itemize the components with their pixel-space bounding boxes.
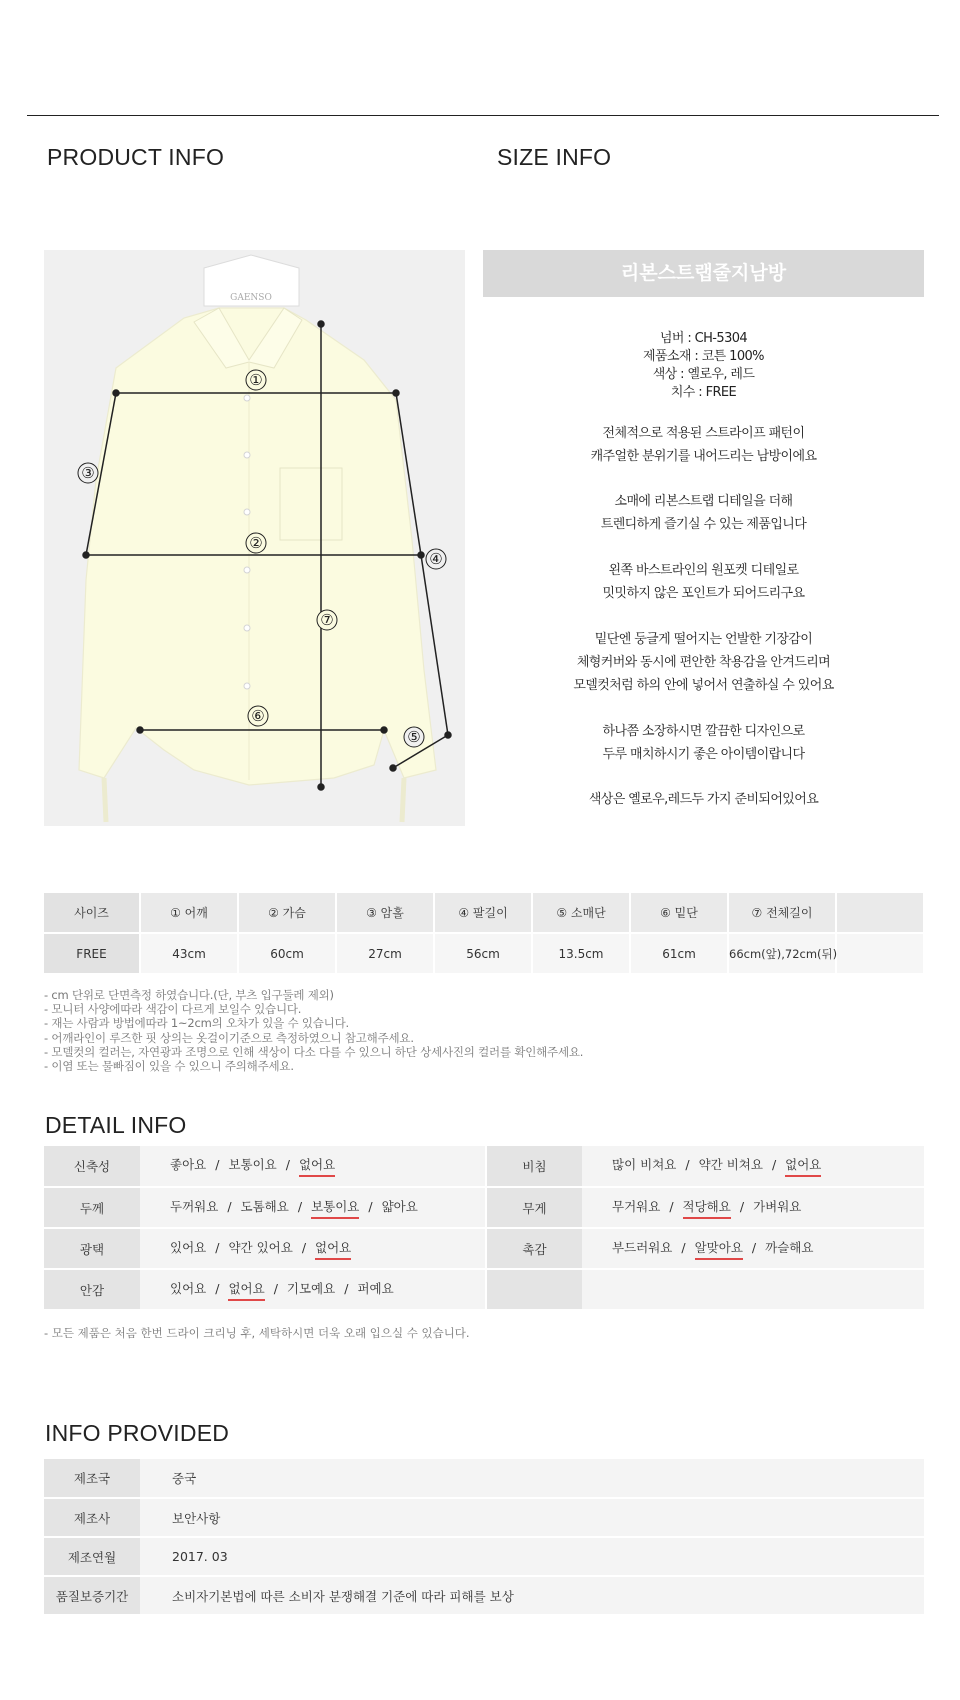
- marker-7: [317, 610, 337, 630]
- info-label: 제조연월: [44, 1537, 140, 1576]
- size-header-cell: ④ 팔길이: [434, 893, 532, 933]
- svg-text:③: ③: [81, 464, 95, 482]
- detail-option: 얇아요: [381, 1198, 418, 1214]
- detail-option-selected: 알맞아요: [695, 1238, 743, 1260]
- size-info-heading: SIZE INFO: [497, 144, 612, 170]
- product-info-heading: PRODUCT INFO: [47, 144, 225, 170]
- info-value: 보안사항: [140, 1498, 924, 1537]
- desc-paragraph: 왼쪽 바스트라인의 원포켓 디테일로 밋밋하지 않은 포인트가 되어드리구요: [602, 563, 805, 601]
- detail-table: [44, 1146, 924, 1311]
- option-separator: /: [285, 1157, 290, 1172]
- detail-option: 두꺼워요: [170, 1198, 219, 1214]
- option-separator: /: [215, 1157, 220, 1172]
- svg-text:②: ②: [249, 534, 263, 552]
- size-cell: 60cm: [238, 933, 336, 973]
- detail-options: [582, 1228, 924, 1269]
- svg-text:⑤: ⑤: [407, 728, 421, 746]
- product-photo: [44, 250, 465, 826]
- detail-option: 약간 비쳐요: [698, 1157, 763, 1172]
- size-header-cell: ③ 암홀: [336, 893, 434, 933]
- option-separator: /: [681, 1239, 686, 1255]
- svg-text:⑥: ⑥: [251, 707, 265, 725]
- option-separator: /: [751, 1239, 757, 1255]
- detail-option-selected: 없어요: [299, 1155, 335, 1177]
- option-separator: /: [215, 1239, 220, 1255]
- detail-options: [140, 1228, 486, 1269]
- size-table-row: [44, 933, 924, 973]
- detail-option: 까슬해요: [765, 1239, 814, 1255]
- detail-options: [582, 1187, 924, 1228]
- brand-tag: GAENSO: [230, 293, 272, 303]
- detail-options: [140, 1187, 486, 1228]
- spec-color: 색상 : 옐로우, 레드: [652, 367, 755, 382]
- marker-4: [426, 549, 446, 569]
- detail-label: 촉감: [486, 1228, 582, 1269]
- detail-option: 있어요: [170, 1239, 207, 1255]
- top-divider: [27, 115, 939, 116]
- size-cell: [836, 933, 924, 973]
- size-header-cell: ① 어깨: [140, 893, 238, 933]
- detail-label: 광택: [44, 1228, 140, 1269]
- detail-option-selected: 적당해요: [683, 1197, 731, 1219]
- detail-option: 많이 비쳐요: [612, 1157, 677, 1172]
- desc-paragraph: 밑단엔 둥글게 떨어지는 언발한 기장감이 체형커버와 동시에 편안한 착용감을 안겨드리며 모델컷처럼 하의 안에 넣어서 연출하실 수 있어요: [573, 632, 834, 693]
- marker-1: [246, 370, 266, 390]
- detail-options: [140, 1269, 486, 1310]
- detail-note: - 모든 제품은 처음 한번 드라이 크리닝 후, 세탁하시면 더욱 오래 입으실 수 있습니다.: [44, 1326, 470, 1340]
- svg-text:⑦: ⑦: [320, 611, 334, 629]
- spec-size: 치수 : FREE: [670, 385, 737, 400]
- detail-row: [44, 1269, 924, 1310]
- desc-paragraph: 전체적으로 적용된 스트라이프 패턴이 캐주얼한 분위기를 내어드리는 남방이에요: [590, 426, 817, 464]
- info-value: 소비자기본법에 따른 소비자 분쟁해결 기준에 따라 피해를 보상: [140, 1576, 924, 1615]
- option-separator: /: [771, 1157, 777, 1172]
- size-cell: 13.5cm: [532, 933, 630, 973]
- size-header-cell: ⑤ 소매단: [532, 893, 630, 933]
- option-separator: /: [215, 1280, 220, 1296]
- detail-option-selected: 없어요: [785, 1155, 821, 1177]
- detail-option-selected: 보통이요: [311, 1197, 359, 1219]
- detail-row: [44, 1146, 924, 1187]
- size-header-cell: ⑦ 전체길이: [728, 893, 836, 933]
- svg-text:④: ④: [429, 550, 443, 568]
- desc-paragraph: 소매에 리본스트랩 디테일을 더해 트렌디하게 즐기실 수 있는 제품입니다: [600, 494, 807, 532]
- marker-5: [404, 727, 424, 747]
- detail-option: 보통이요: [228, 1157, 277, 1172]
- detail-label: 안감: [44, 1269, 140, 1310]
- product-name: 리본스트랩줄지남방: [483, 250, 924, 297]
- marker-3: [78, 463, 98, 483]
- detail-info-heading: DETAIL INFO: [45, 1112, 187, 1138]
- detail-label: 두께: [44, 1187, 140, 1228]
- detail-option: 기모예요: [286, 1280, 336, 1296]
- detail-option: 퍼예요: [357, 1280, 394, 1296]
- spec-number: 넘버 : CH-5304: [659, 331, 748, 346]
- info-label: 제조국: [44, 1459, 140, 1498]
- option-separator: /: [344, 1280, 349, 1296]
- info-row: [44, 1498, 924, 1537]
- info-value: 중국: [140, 1459, 924, 1498]
- size-header-cell: [836, 893, 924, 933]
- detail-row: [44, 1187, 924, 1228]
- desc-paragraph: 하나쯤 소장하시면 깔끔한 디자인으로 두루 매치하시기 좋은 아이템이랍니다: [602, 724, 805, 762]
- size-cell: FREE: [44, 933, 140, 973]
- info-provided-heading: INFO PROVIDED: [45, 1420, 230, 1446]
- size-cell: 66cm(앞),72cm(뒤): [728, 933, 836, 973]
- option-separator: /: [669, 1198, 674, 1214]
- size-notes: - cm 단위로 단면측정 하였습니다.(단, 부츠 입구둘레 제외) - 모니터 사양에따라 색감이 다르게 보일수 있습니다. - 재는 사람과 방법에따라 1~2cm의 오차가 있을 수 있습니다. - 어깨라인이 루즈한 핏 상의는 옷걸이기준으로 측정하였으니 참고해주세요. - 모델컷의 컬러는, 자연광과 조명으로 인해 색상이 다소 다를 수 있으니 하단 상세사진의 컬러를 확인해주세요. - 이염 또는 물빠짐이 있을 수 있으니 주의해주세요.: [44, 988, 584, 1074]
- info-table: [44, 1459, 924, 1616]
- info-label: 품질보증기간: [44, 1576, 140, 1615]
- option-separator: /: [685, 1157, 690, 1172]
- size-cell: 43cm: [140, 933, 238, 973]
- option-separator: /: [739, 1198, 745, 1214]
- detail-options: [582, 1146, 924, 1187]
- detail-options: [582, 1269, 924, 1310]
- marker-2: [246, 533, 266, 553]
- option-separator: /: [297, 1198, 303, 1214]
- detail-row: [44, 1228, 924, 1269]
- option-separator: /: [273, 1280, 278, 1296]
- option-separator: /: [227, 1198, 232, 1214]
- detail-label: 무게: [486, 1187, 582, 1228]
- size-header-cell: 사이즈: [44, 893, 140, 933]
- info-value: 2017. 03: [140, 1537, 924, 1576]
- size-table: [44, 893, 925, 973]
- size-cell: 61cm: [630, 933, 728, 973]
- size-header-cell: ⑥ 밑단: [630, 893, 728, 933]
- marker-6: [248, 706, 268, 726]
- detail-option: 부드러워요: [612, 1239, 673, 1255]
- info-label: 제조사: [44, 1498, 140, 1537]
- detail-option: 무거워요: [612, 1198, 661, 1214]
- detail-label: 비침: [486, 1146, 582, 1187]
- detail-option-selected: 없어요: [315, 1238, 351, 1260]
- info-row: [44, 1537, 924, 1576]
- detail-label: 신축성: [44, 1146, 140, 1187]
- option-separator: /: [301, 1239, 307, 1255]
- option-separator: /: [368, 1198, 373, 1214]
- detail-option: 좋아요: [170, 1157, 207, 1172]
- detail-option: 있어요: [170, 1280, 207, 1296]
- detail-option-selected: 없어요: [228, 1279, 264, 1301]
- spec-material: 제품소재 : 코튼 100%: [643, 349, 764, 364]
- detail-options: [140, 1146, 486, 1187]
- info-row: [44, 1576, 924, 1615]
- detail-option: 가벼워요: [753, 1198, 802, 1214]
- detail-option: 도톰해요: [240, 1198, 289, 1214]
- size-header-cell: ② 가슴: [238, 893, 336, 933]
- size-table-header: [44, 893, 924, 933]
- size-cell: 27cm: [336, 933, 434, 973]
- size-cell: 56cm: [434, 933, 532, 973]
- detail-label: [486, 1269, 582, 1310]
- svg-text:①: ①: [249, 371, 263, 389]
- detail-option: 약간 있어요: [228, 1239, 293, 1255]
- info-row: [44, 1459, 924, 1498]
- desc-paragraph: 색상은 옐로우,레드두 가지 준비되어있어요: [588, 792, 819, 807]
